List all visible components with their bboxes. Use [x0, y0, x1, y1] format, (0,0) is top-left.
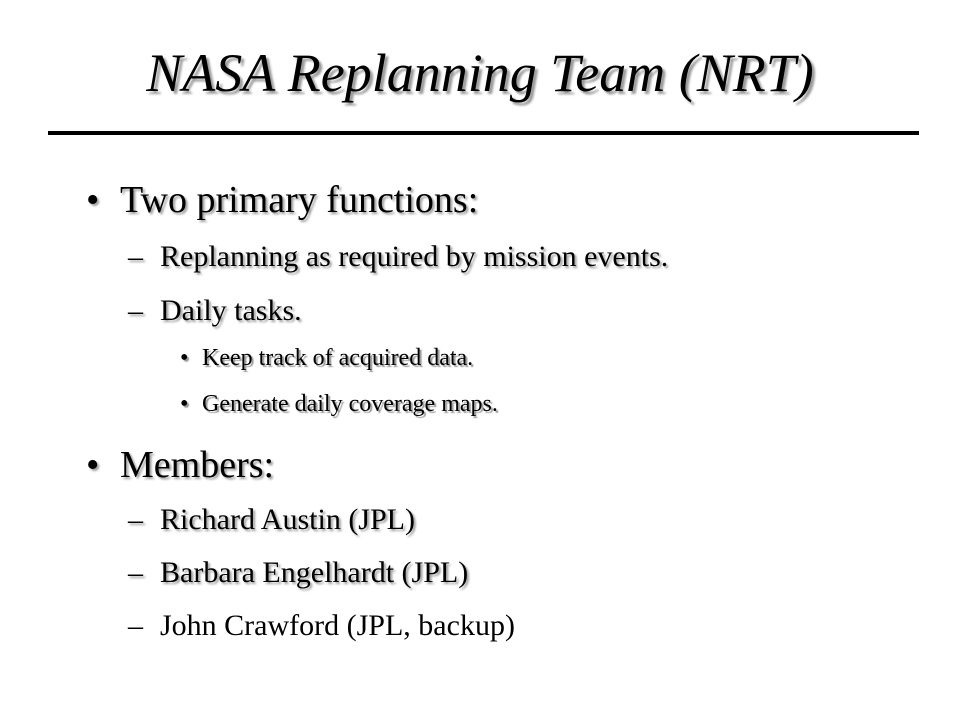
- bullet-marker: •: [86, 179, 100, 221]
- subbullet-daily-tasks: [128, 294, 302, 328]
- subbullet-replanning: [128, 240, 668, 274]
- member-text: Richard Austin (JPL): [160, 503, 415, 536]
- bullet-marker: •: [180, 391, 189, 417]
- title-divider: [48, 131, 919, 135]
- dash-marker: –: [128, 294, 143, 327]
- member-richard-austin: [128, 503, 415, 537]
- subbullet-text: Daily tasks.: [160, 294, 302, 327]
- member-barbara-engelhardt: [128, 556, 468, 590]
- dash-marker: –: [128, 609, 143, 642]
- bullet-two-primary-functions: [86, 178, 478, 222]
- dash-marker: –: [128, 240, 143, 273]
- member-text: John Crawford (JPL, backup): [160, 609, 515, 642]
- subsubbullet-acquired-data: [180, 345, 473, 372]
- bullet-text: Two primary functions:: [120, 179, 479, 221]
- subbullet-text: Replanning as required by mission events.: [160, 240, 669, 273]
- slide-title: NASA Replanning Team (NRT): [146, 43, 814, 103]
- subsubbullet-text: Generate daily coverage maps.: [202, 391, 498, 417]
- member-text: Barbara Engelhardt (JPL): [160, 556, 469, 589]
- bullet-marker: •: [180, 345, 189, 371]
- bullet-text: Members:: [120, 444, 275, 486]
- bullet-marker: •: [86, 444, 100, 486]
- subsubbullet-coverage-maps: [180, 391, 498, 418]
- dash-marker: –: [128, 503, 143, 536]
- member-john-crawford: [128, 609, 515, 643]
- bullet-members: [86, 443, 274, 487]
- subsubbullet-text: Keep track of acquired data.: [202, 345, 474, 371]
- dash-marker: –: [128, 556, 143, 589]
